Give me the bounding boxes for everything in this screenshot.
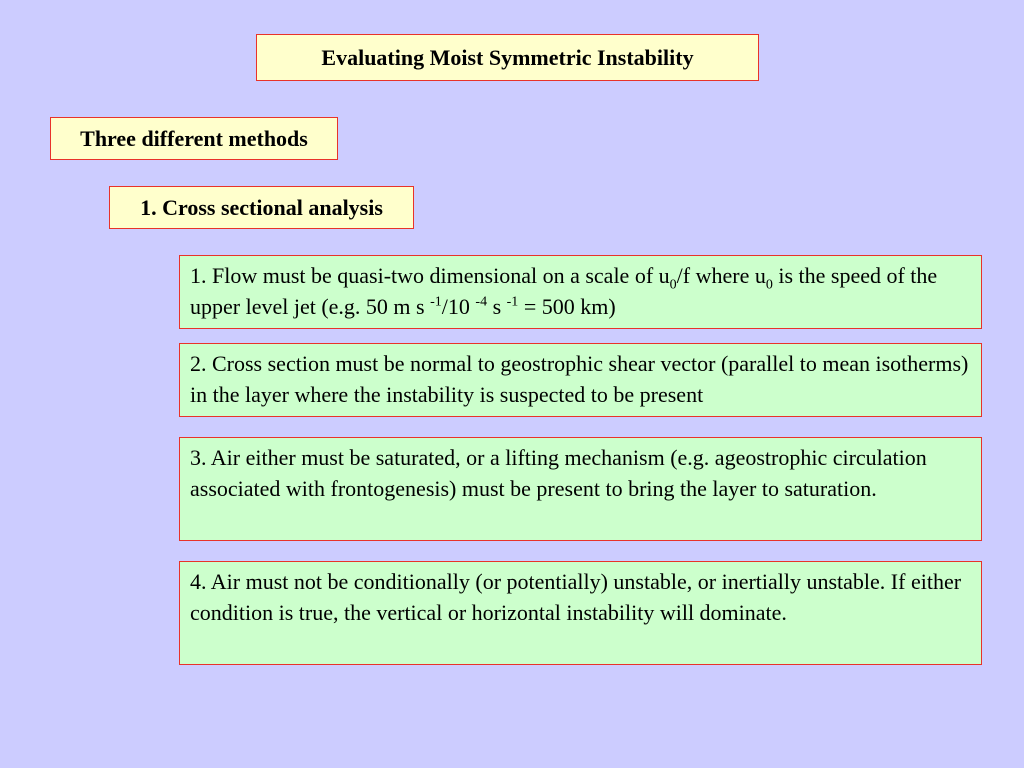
criterion-4-box: [179, 561, 982, 665]
criterion-1-box: [179, 255, 982, 329]
slide-title-box: [256, 34, 759, 81]
criterion-2-text: 2. Cross section must be normal to geostrophic shear vector (parallel to mean isotherms) in the layer where the instability is suspected to be present: [190, 351, 969, 407]
criterion-1-text: 1. Flow must be quasi-two dimensional on a scale of $u_0/f$ where $u_0$ is the speed of the upper level jet (e.g. 50 m s $^{-1}$/10 $^{-4}$ s $^{-1}$ = 500 km): [190, 263, 938, 319]
criterion-3-box: [179, 437, 982, 541]
methods-heading: Three different methods: [80, 125, 308, 151]
slide-title: Evaluating Moist Symmetric Instability: [321, 44, 694, 70]
criterion-3-text: 3. Air either must be saturated, or a lifting mechanism (e.g. ageostrophic circulation associated with frontogenesis) must be present to bring the layer to saturation.: [190, 445, 927, 501]
method-heading: 1. Cross sectional analysis: [140, 194, 383, 220]
method-heading-box: [109, 186, 414, 229]
criterion-2-box: [179, 343, 982, 417]
methods-heading-box: [50, 117, 338, 160]
criterion-4-text: 4. Air must not be conditionally (or potentially) unstable, or inertially unstable. If either condition is true, the vertical or horizontal instability will dominate.: [190, 569, 962, 625]
